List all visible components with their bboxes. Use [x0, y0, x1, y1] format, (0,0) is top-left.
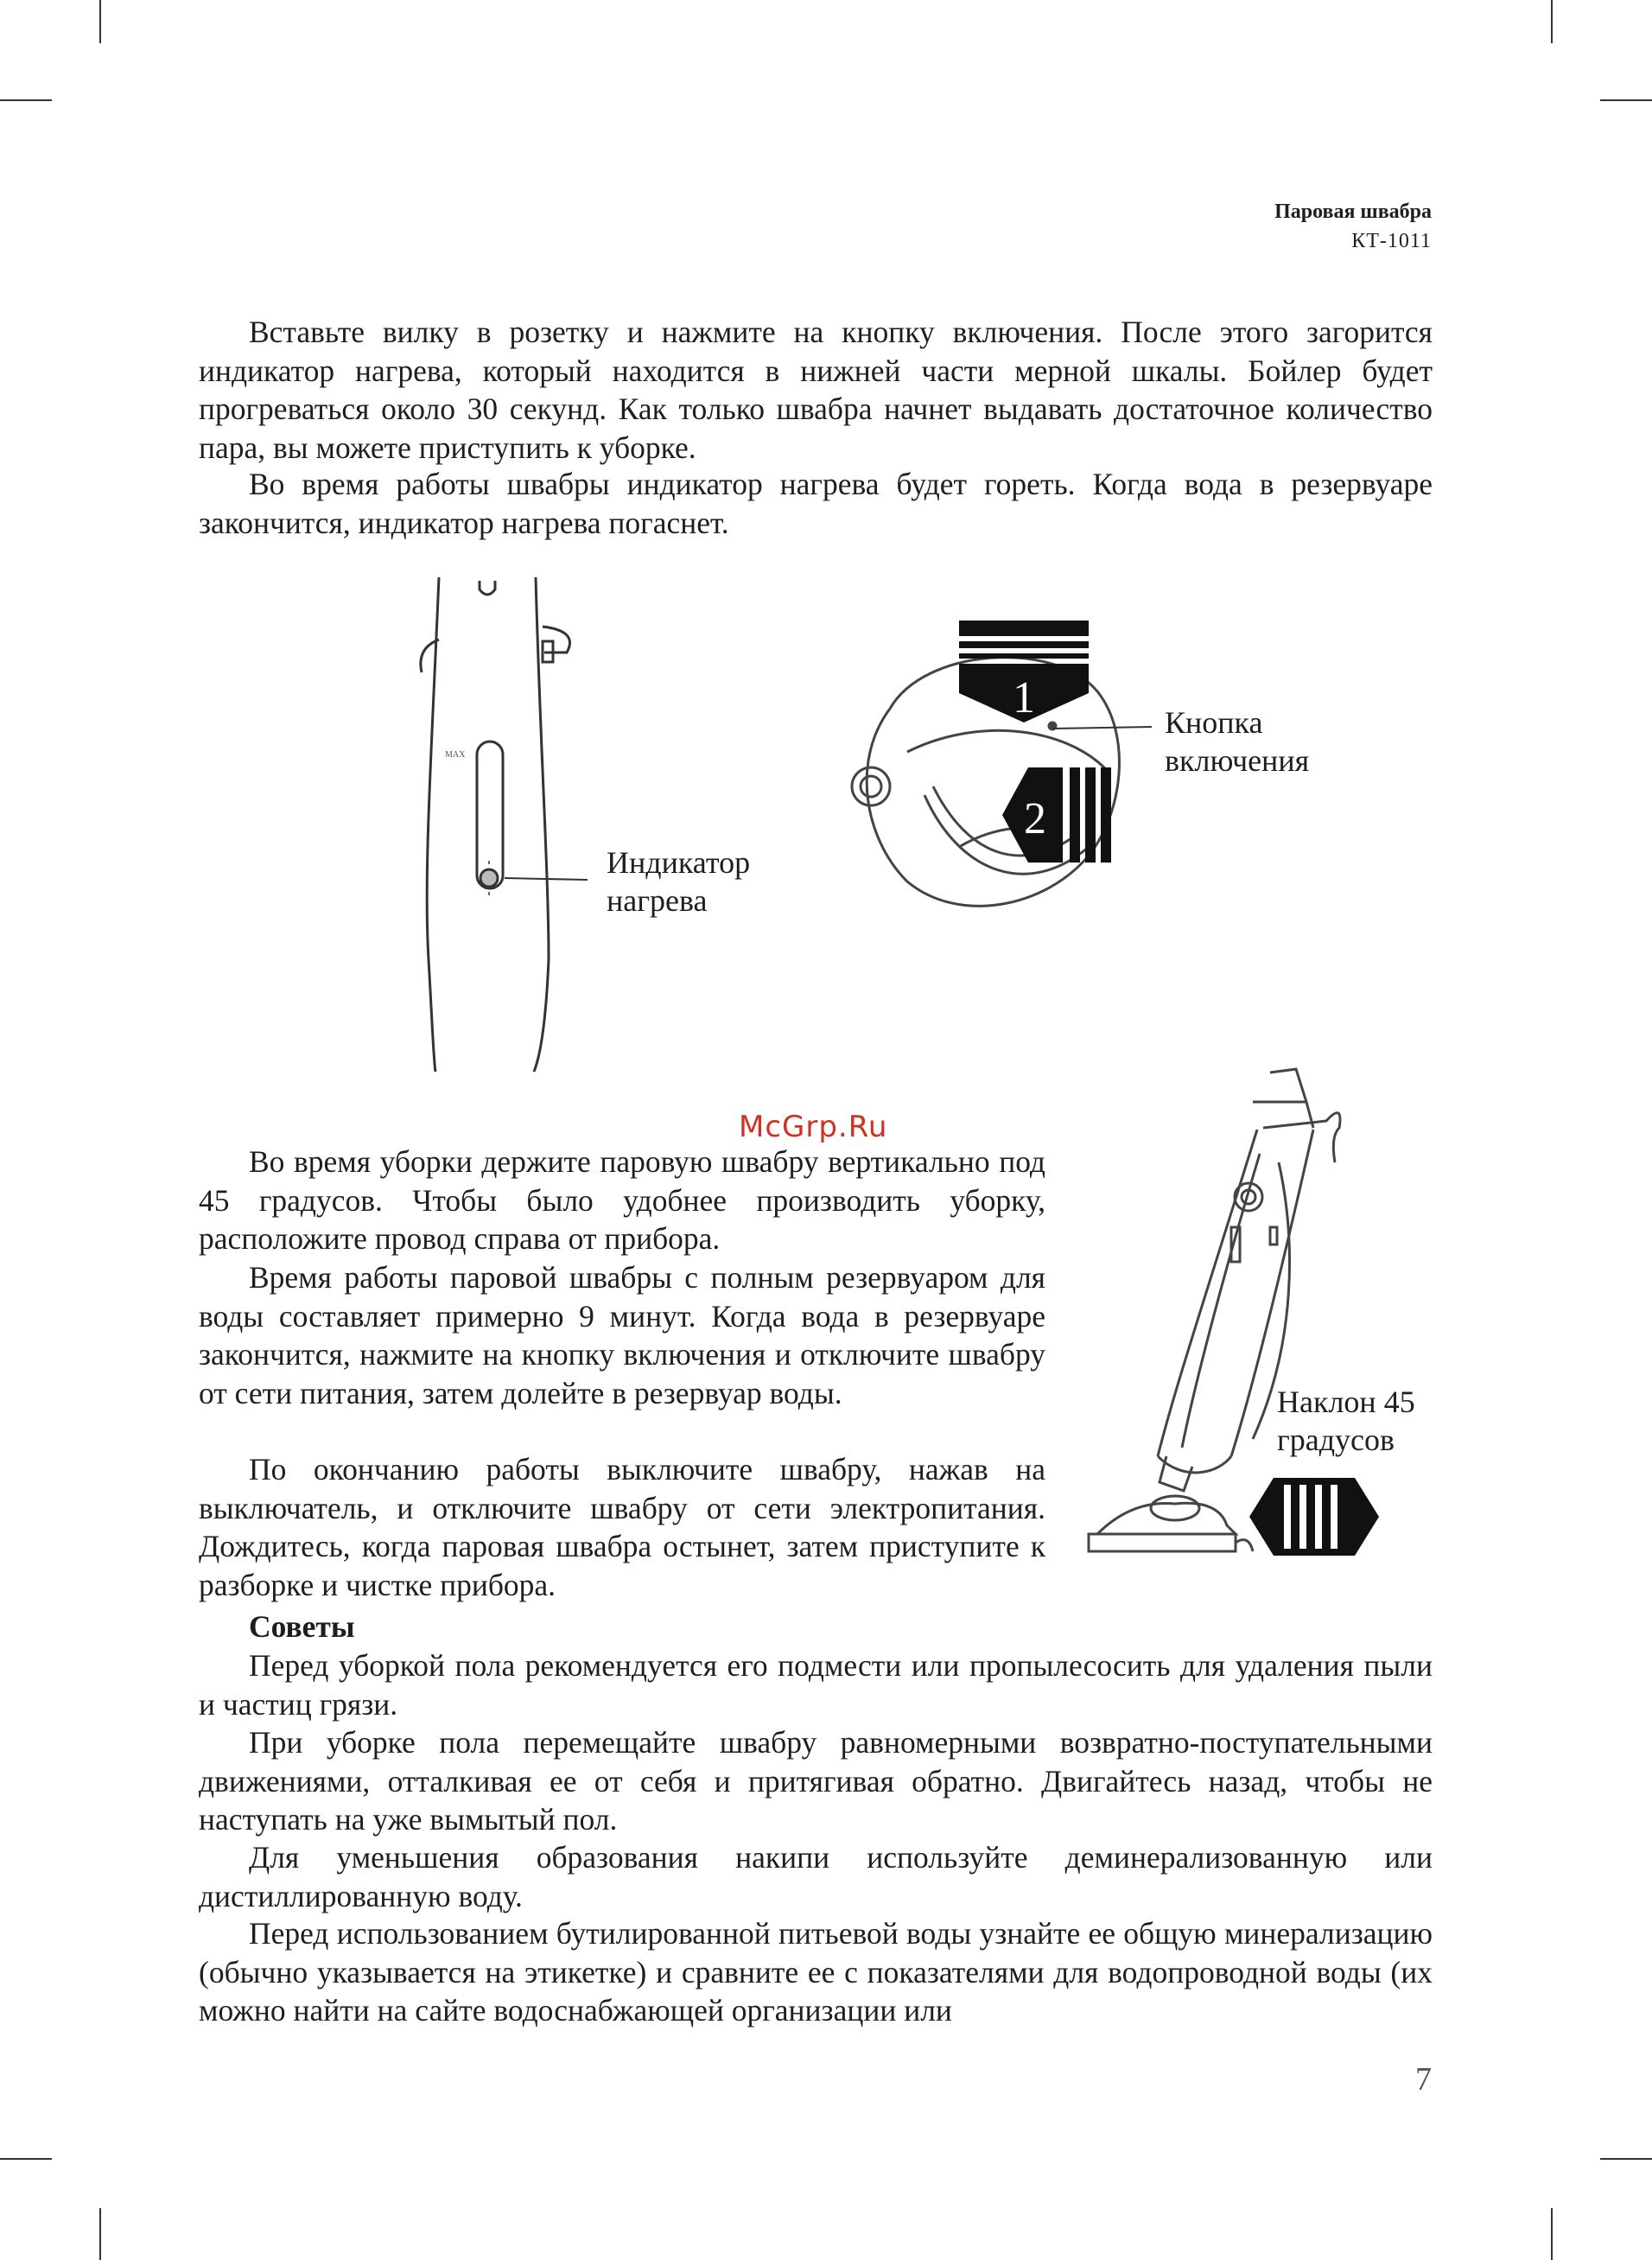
paragraph-intro-1: Вставьте вилку в розетку и нажмите на кнопку включения. После этого загорится индикатор нагрева, который находится в нижней части мерной шкалы. Бойлер будет прогреваться около 30 секунд. Как только швабра начнет выдавать достаточное количество пара, вы можете приступить к уборке.	[199, 315, 1433, 465]
tips-heading: Советы	[249, 1609, 355, 1644]
double-arrow-icon	[1249, 1478, 1379, 1556]
crop-mark	[1600, 99, 1652, 101]
paragraph-tip-3: Для уменьшения образования накипи используйте деминерализованную или дистиллированную воду.	[199, 1840, 1433, 1913]
max-mark: MAX	[445, 750, 466, 760]
crop-mark	[1551, 0, 1553, 43]
header-model: КТ-1011	[1351, 230, 1432, 252]
crop-mark	[1600, 2158, 1652, 2160]
step-1-number: 1	[1013, 673, 1035, 723]
paragraph-tip-4: Перед использованием бутилированной питьевой воды узнайте ее общую минерализацию (обычно указывается на этикетке) и сравните ее с показателями для водопроводной воды (их можно найти на сайте водоснабжающей организации или	[199, 1916, 1433, 2028]
watermark: McGrp.Ru	[739, 1110, 888, 1144]
step-2-arrow	[1002, 767, 1115, 863]
paragraph-usage-3: По окончанию работы выключите швабру, нажав на выключатель, и отключите швабру от сети электропитания. Дождитесь, когда паровая швабра остынет, затем приступите к разборке и чистке прибора.	[199, 1452, 1045, 1602]
paragraph-tip-1: Перед уборкой пола рекомендуется его подмести или пропылесосить для удаления пыли и частиц грязи.	[199, 1648, 1433, 1722]
step-1-arrow	[950, 621, 1097, 724]
tilt-label: Наклон 45 градусов	[1277, 1385, 1415, 1457]
crop-mark	[99, 2208, 101, 2260]
paragraph-usage-2: Время работы паровой швабры с полным резервуаром для воды составляет примерно 9 минут. Когда вода в резервуаре закончится, нажмите на кнопку включения и отключите швабру от сети питания, затем долейте в резервуар воды.	[199, 1260, 1045, 1410]
page-number: 7	[1415, 2061, 1432, 2098]
paragraph-intro-2: Во время работы швабры индикатор нагрева будет гореть. Когда вода в резервуаре закончится, индикатор нагрева погаснет.	[199, 467, 1433, 540]
crop-mark	[0, 2158, 52, 2160]
paragraph-usage-1: Во время уборки держите паровую швабру вертикально под 45 градусов. Чтобы было удобнее производить уборку, расположите провод справа от прибора.	[199, 1144, 1045, 1257]
step-2-number: 2	[1024, 794, 1046, 844]
running-header	[1274, 197, 1432, 256]
crop-mark	[0, 99, 52, 101]
power-button-leader-line	[1052, 724, 1156, 733]
crop-mark	[99, 0, 101, 43]
power-button-label: Кнопка включения	[1165, 705, 1310, 778]
heat-indicator-label: Индикатор нагрева	[607, 845, 751, 918]
mop-handle-illustration	[397, 570, 605, 1089]
crop-mark	[1551, 2208, 1553, 2260]
paragraph-tip-2: При уборке пола перемещайте швабру равномерными возвратно-поступательными движениями, отталкивая ее от себя и притягивая обратно. Двигайтесь назад, чтобы не наступать на уже вымытый пол.	[199, 1725, 1433, 1837]
header-title: Паровая швабра	[1274, 201, 1432, 223]
